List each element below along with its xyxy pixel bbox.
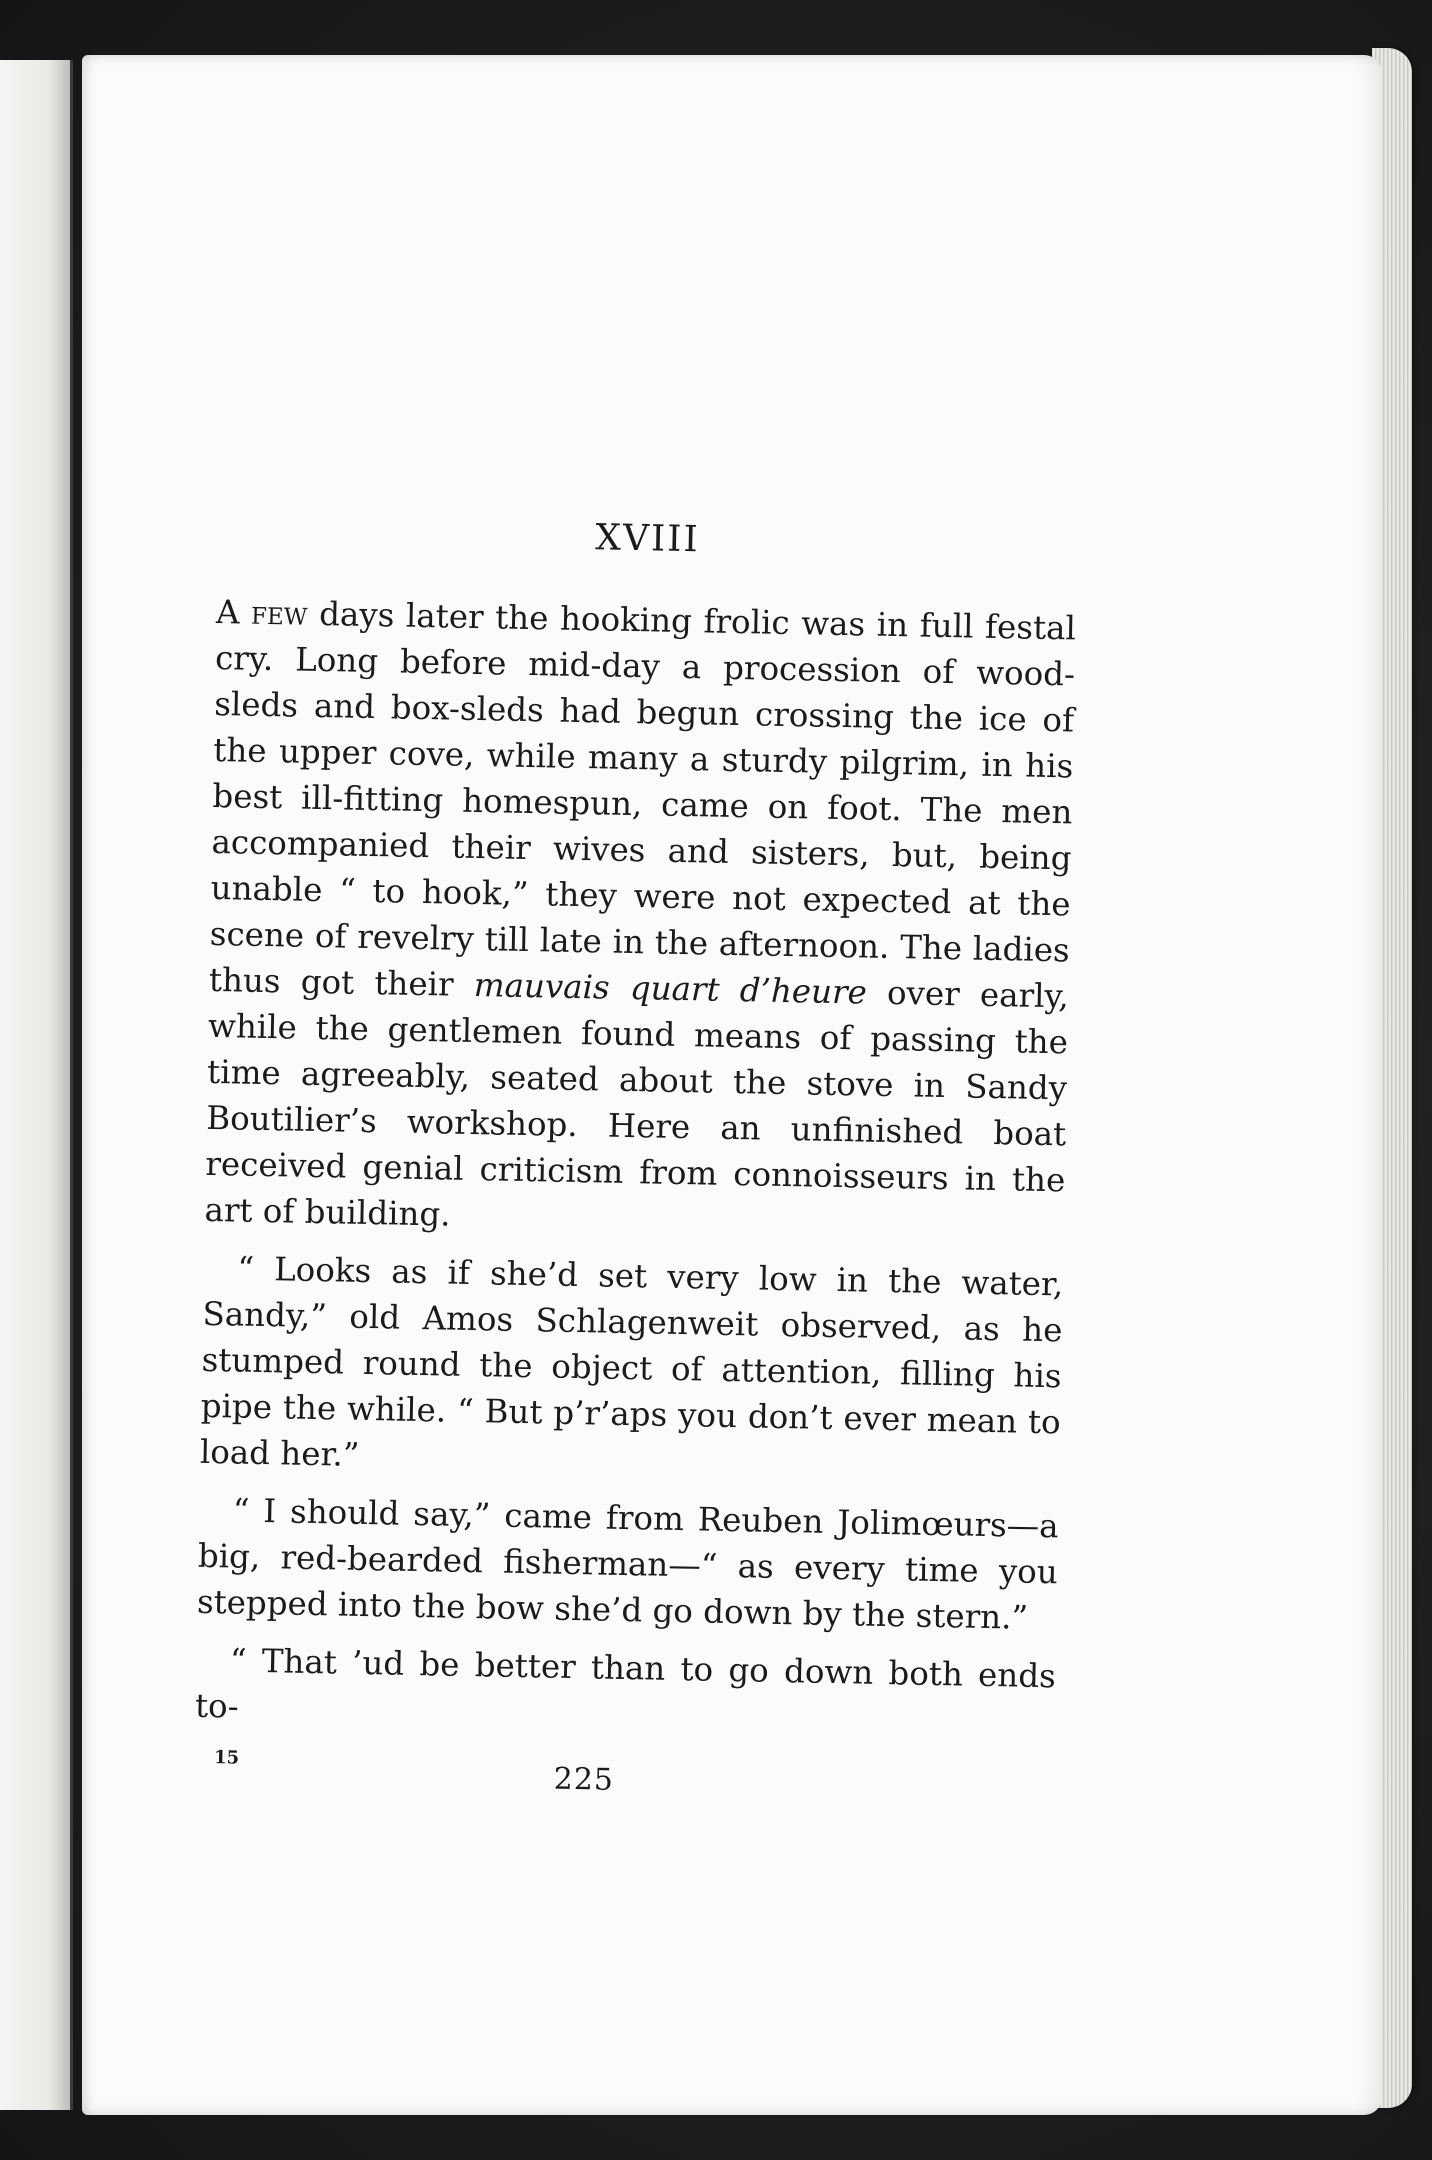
lead-smallcaps: few — [250, 593, 308, 633]
french-phrase: mauvais quart d’heure — [473, 966, 868, 1012]
signature-mark: 15 — [213, 1747, 240, 1769]
chapter-heading: XVIII — [594, 517, 701, 561]
paragraph-1-text-a: days later the hooking frolic was in full festal cry. Long before mid-day a procession of wood-sleds and box-sleds had begun crossing the ice of the upper cove, while many a sturdy pilgrim, in his best ill-fitting homespun, came on foot. The men accompanied their wives and sisters, but, being unable “ to hook,” they were not expected at the scene of revelry till late in the afternoon. The ladies thus got their — [208, 594, 1077, 1004]
paragraph-4: “ That ’ud be better than to go down both ends to- — [194, 1641, 1057, 1726]
page-number: 225 — [553, 1761, 615, 1798]
lead-letter: A — [215, 592, 252, 632]
paragraph-3: “ I should say,” came from Reuben Jolimœurs—a big, red-bearded fisherman—“ as every time you stepped into the bow she’d go down by the stern.” — [196, 1491, 1060, 1637]
paragraph-1 — [204, 589, 1076, 1249]
page-text — [193, 510, 1077, 1803]
paragraph-1-text-b: over early, while the gentlemen found means of passing the time agreeably, seated about the stove in Sandy Boutilier’s workshop. Here an unfinished boat received genial criticism from connoisseurs in the art of building. — [204, 973, 1070, 1234]
paragraph-2: “ Looks as if she’d set very low in the water, Sandy,” old Amos Schlagenweit observed, as he stumped round the object of attention, filling his pipe the while. “ But p’r’aps you don’t ever mean to load her.” — [199, 1249, 1064, 1474]
left-page-edge — [0, 60, 73, 2110]
